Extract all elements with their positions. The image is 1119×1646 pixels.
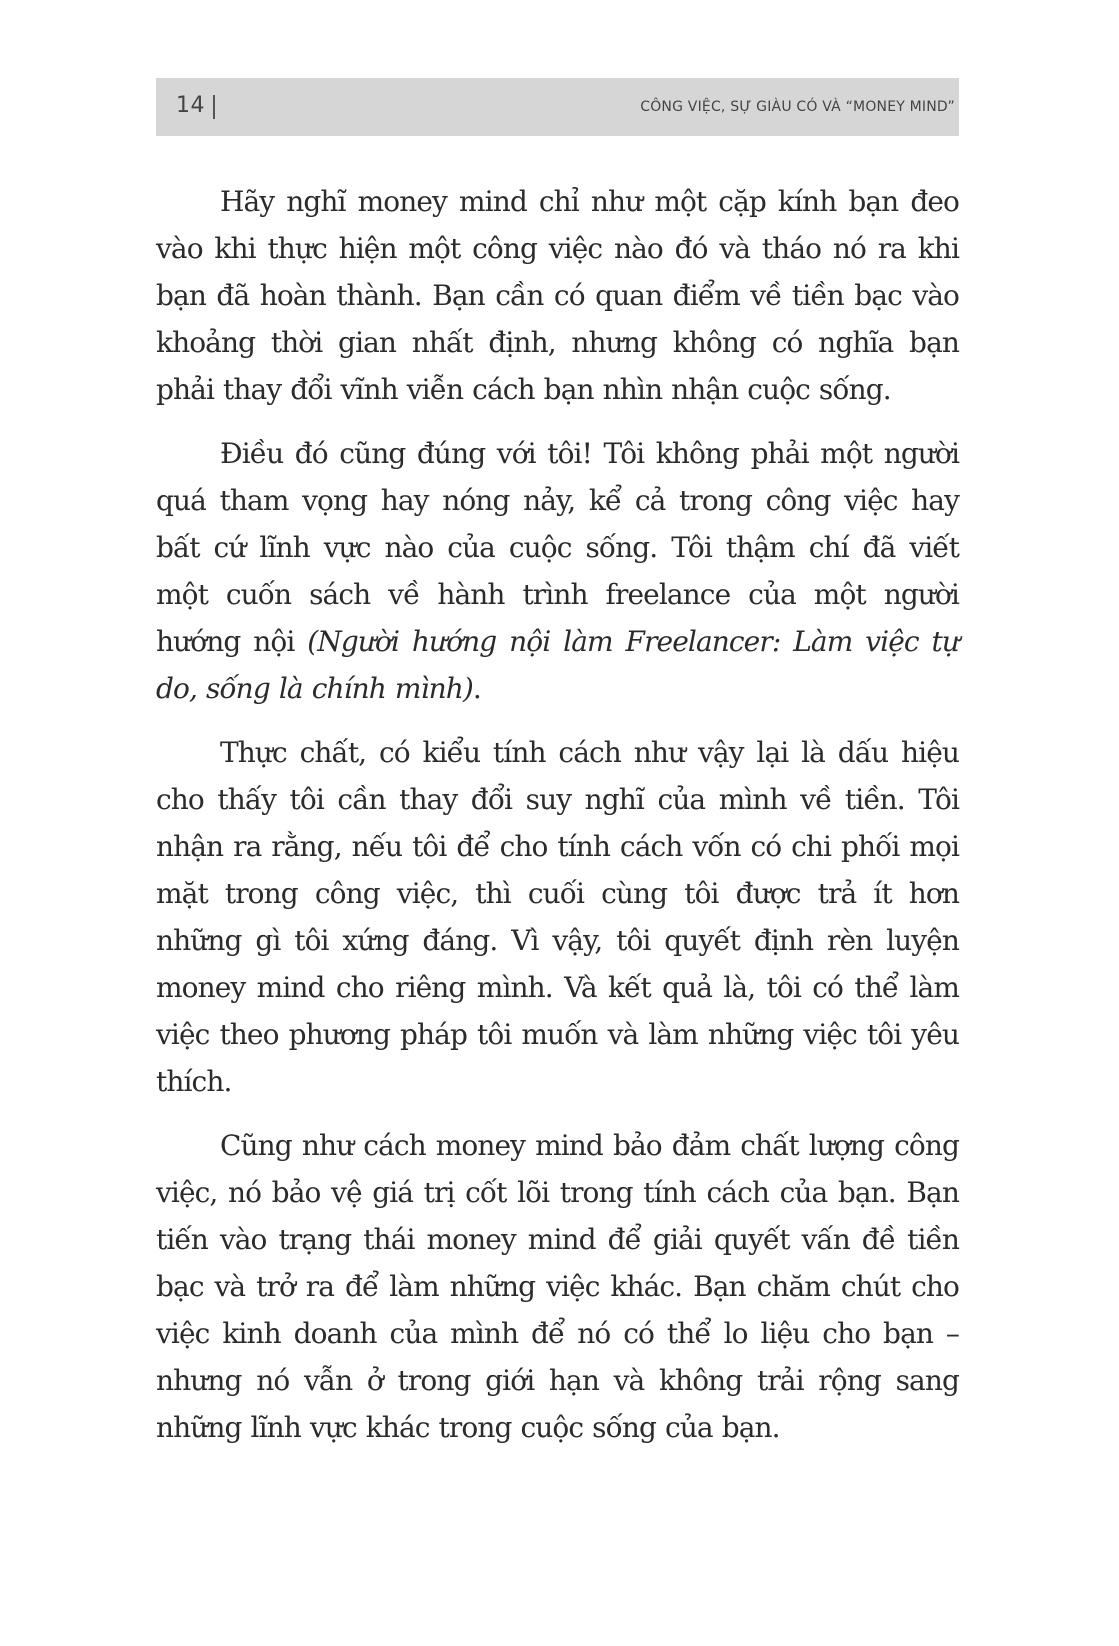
paragraph-1: Hãy nghĩ money mind chỉ như một cặp kính bạn đeo vào khi thực hiện một công việc nào đó và tháo nó ra khi bạn đã hoàn thành. Bạn cần có quan điểm về tiền bạc vào khoảng thời gian nhất định, nhưng không có nghĩa bạn phải thay đổi vĩnh viễn cách bạn nhìn nhận cuộc sống.: [156, 185, 959, 406]
header-divider: [213, 95, 215, 119]
paragraph-2-end: .: [472, 672, 481, 705]
body-text: [156, 178, 959, 1468]
paragraph-4: Cũng như cách money mind bảo đảm chất lượng công việc, nó bảo vệ giá trị cốt lõi trong tính cách của bạn. Bạn tiến vào trạng thái money mind để giải quyết vấn đề tiền bạc và trở ra để làm những việc khác. Bạn chăm chút cho việc kinh doanh của mình để nó có thể lo liệu cho bạn – nhưng nó vẫn ở trong giới hạn và không trải rộng sang những lĩnh vực khác trong cuộc sống của bạn.: [156, 1129, 959, 1444]
book-title-italic: (Người hướng nội làm Freelancer: Làm việc tự do, sống là chính mình): [156, 625, 959, 705]
paragraph-2-text: Điều đó cũng đúng với tôi! Tôi không phải một người quá tham vọng hay nóng nảy, kể cả trong công việc hay bất cứ lĩnh vực nào của cuộc sống. Tôi thậm chí đã viết một cuốn sách về hành trình freelance của một người hướng nội: [156, 437, 959, 658]
page-number: 14: [176, 93, 205, 118]
running-header: [156, 78, 959, 136]
paragraph-2: [156, 430, 959, 712]
paragraph-3: Thực chất, có kiểu tính cách như vậy lại là dấu hiệu cho thấy tôi cần thay đổi suy nghĩ của mình về tiền. Tôi nhận ra rằng, nếu tôi để cho tính cách vốn có chi phối mọi mặt trong công việc, thì cuối cùng tôi được trả ít hơn những gì tôi xứng đáng. Vì vậy, tôi quyết định rèn luyện money mind cho riêng mình. Và kết quả là, tôi có thể làm việc theo phương pháp tôi muốn và làm những việc tôi yêu thích.: [156, 736, 959, 1098]
running-head-title: CÔNG VIỆC, SỰ GIÀU CÓ VÀ “MONEY MIND”: [640, 99, 955, 115]
